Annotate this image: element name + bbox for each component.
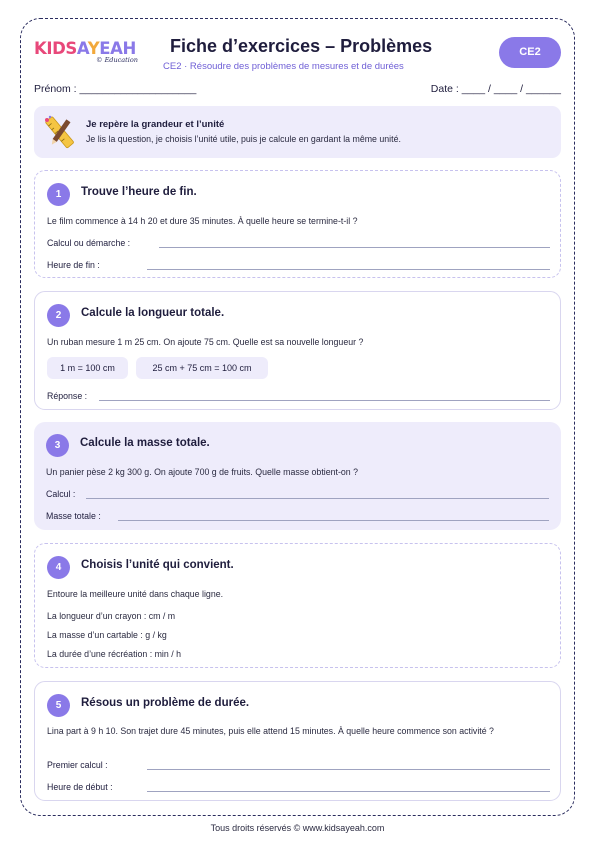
exercise-number: 2 — [47, 304, 70, 327]
logo-wordmark — [34, 38, 152, 58]
date-field[interactable]: Date : ____ / ____ / ______ — [430, 83, 561, 95]
answer-line[interactable] — [159, 247, 550, 248]
answer-line[interactable] — [99, 400, 550, 401]
ruler-pencil-icon — [42, 114, 78, 150]
exercise-number: 4 — [47, 556, 70, 579]
exercise-question: Un panier pèse 2 kg 300 g. On ajoute 700 g de fruits. Quelle masse obtient-on ? — [46, 467, 358, 477]
exercise-number: 3 — [46, 434, 69, 457]
unit-choice-item[interactable]: La masse d’un cartable : g / kg — [47, 630, 167, 640]
exercise-card-2 — [34, 291, 561, 410]
brand-logo — [34, 38, 152, 68]
level-badge: CE2 — [499, 37, 561, 68]
exercise-card-5 — [34, 681, 561, 801]
exercise-number: 1 — [47, 183, 70, 206]
exercise-title: Choisis l’unité qui convient. — [81, 559, 234, 571]
answer-line[interactable] — [118, 520, 549, 521]
exercise-title: Calcule la longueur totale. — [81, 307, 225, 319]
answer-label: Calcul : — [46, 489, 76, 499]
exercise-card-1 — [34, 170, 561, 278]
answer-label: Heure de début : — [47, 782, 113, 792]
answer-line[interactable] — [147, 269, 550, 270]
copyright-footer: Tous droits réservés © www.kidsayeah.com — [210, 823, 385, 833]
exercise-title: Résous un problème de durée. — [81, 697, 250, 709]
exercise-title: Calcule la masse totale. — [80, 437, 210, 449]
exercise-question: Lina part à 9 h 10. Son trajet dure 45 minutes, puis elle attend 15 minutes. À quelle heure commence son activité ? — [47, 726, 494, 736]
page-title: Fiche d’exercices – Problèmes — [170, 36, 433, 56]
answer-label: Premier calcul : — [47, 760, 108, 770]
first-name-field[interactable]: Prénom : ____________________ — [34, 83, 197, 95]
answer-label: Masse totale : — [46, 511, 101, 521]
exercise-number: 5 — [47, 694, 70, 717]
exercise-question: Un ruban mesure 1 m 25 cm. On ajoute 75 cm. Quelle est sa nouvelle longueur ? — [47, 337, 364, 347]
answer-line[interactable] — [147, 769, 550, 770]
hint-chip: 1 m = 100 cm — [47, 357, 128, 379]
logo-subtitle: © Education — [96, 56, 138, 64]
exercise-card-4 — [34, 543, 561, 668]
tip-box — [34, 106, 561, 158]
tip-text: Je lis la question, je choisis l’unité utile, puis je calcule en gardant la même unité. — [86, 134, 401, 144]
unit-choice-item[interactable]: La durée d’une récréation : min / h — [47, 649, 181, 659]
answer-label: Calcul ou démarche : — [47, 238, 131, 248]
exercise-question: Le film commence à 14 h 20 et dure 35 minutes. À quelle heure se termine-t-il ? — [47, 216, 358, 226]
exercise-title: Trouve l’heure de fin. — [81, 186, 197, 198]
hint-chip: 25 cm + 75 cm = 100 cm — [136, 357, 268, 379]
exercise-card-3 — [34, 422, 561, 530]
unit-choice-item[interactable]: La longueur d’un crayon : cm / m — [47, 611, 176, 621]
answer-line[interactable] — [86, 498, 549, 499]
exercise-instruction: Entoure la meilleure unité dans chaque ligne. — [47, 589, 224, 599]
answer-label: Heure de fin : — [47, 260, 100, 270]
answer-line[interactable] — [147, 791, 550, 792]
svg-text:KIDSAYEAH: KIDSAYEAH — [34, 39, 136, 58]
page-subtitle: CE2 · Résoudre des problèmes de mesures et de durées — [163, 61, 404, 72]
tip-title: Je repère la grandeur et l’unité — [86, 119, 225, 130]
answer-label: Réponse : — [47, 391, 88, 401]
